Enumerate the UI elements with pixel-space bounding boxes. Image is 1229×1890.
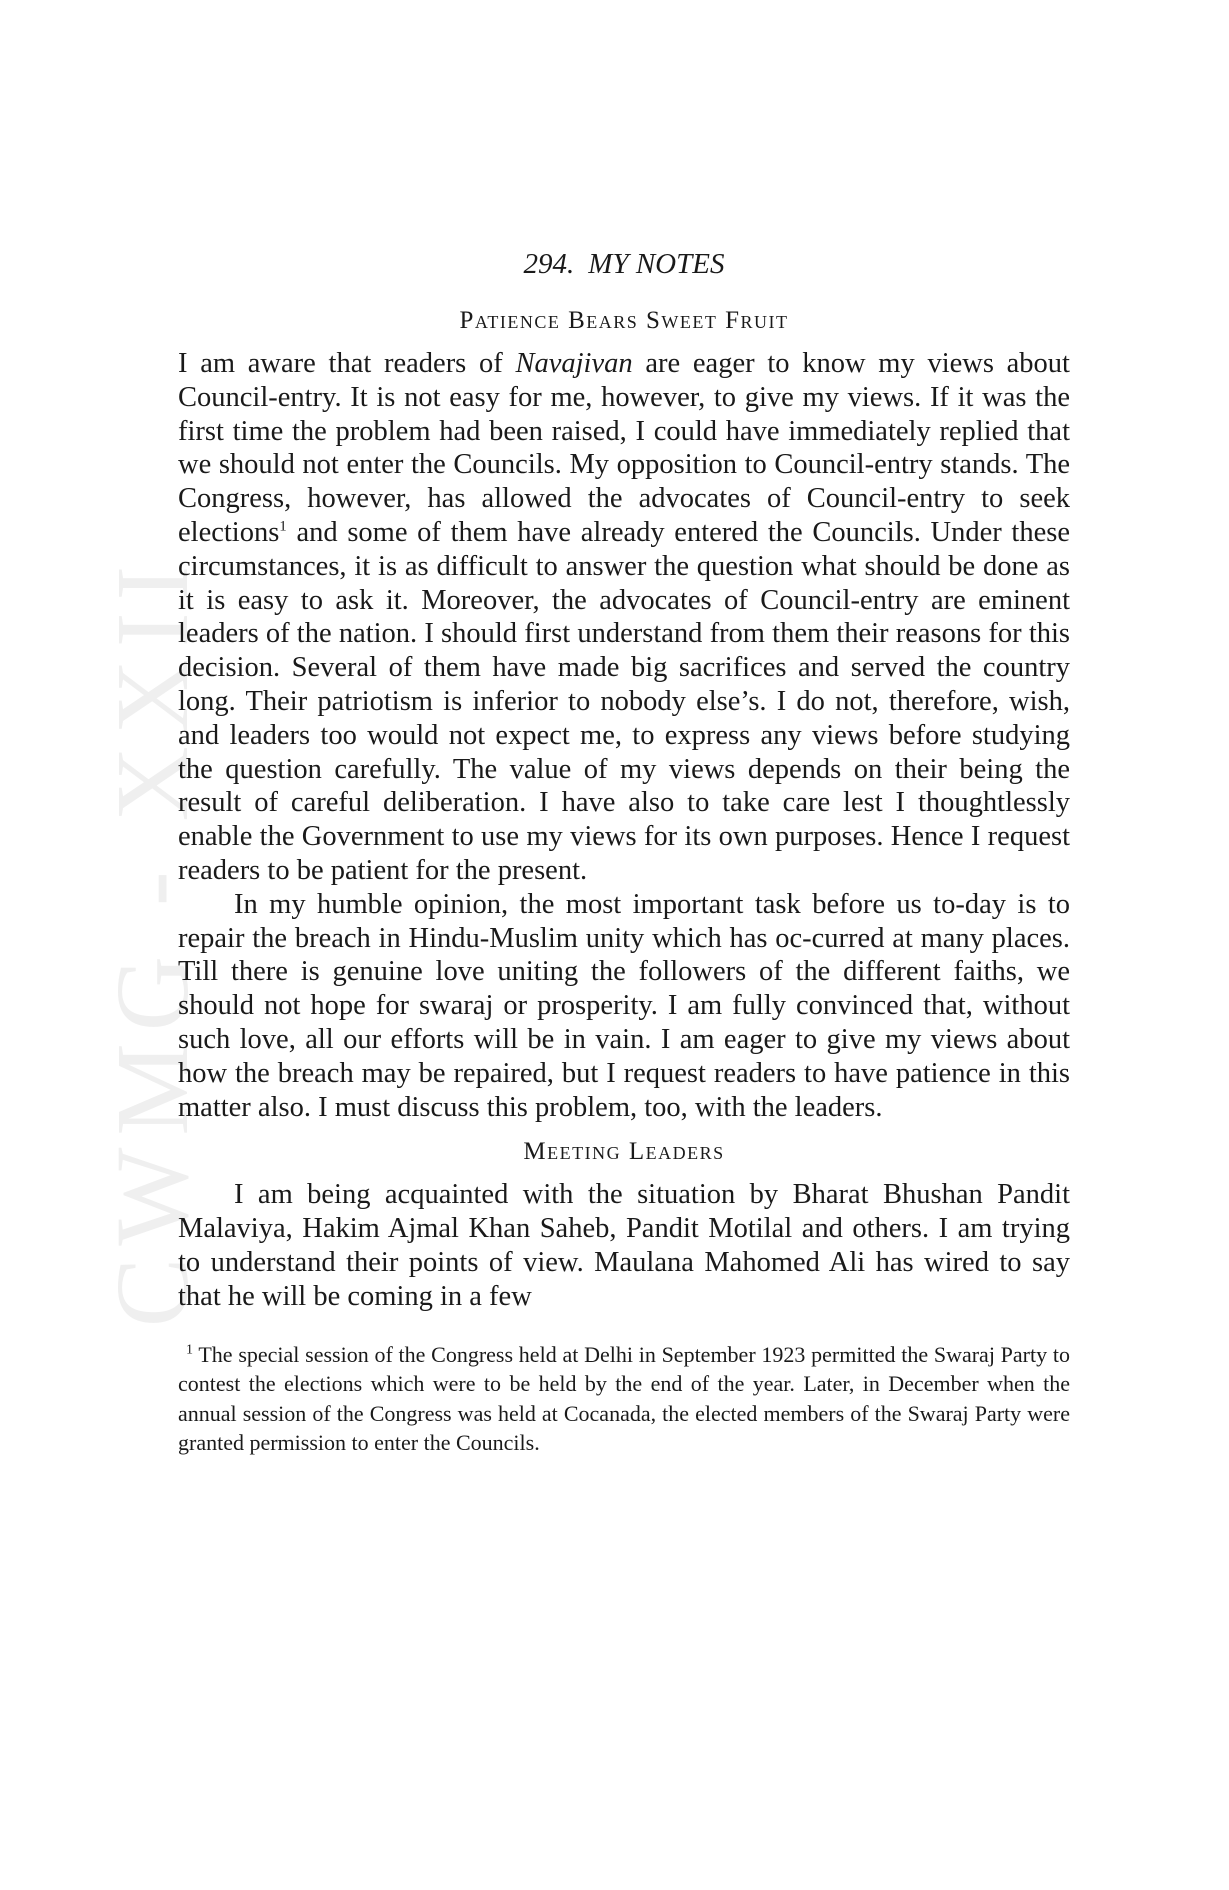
paragraph-text: and some of them have already entered the Councils. Under these circumstances, it is as difficult to answer the question what should be done as it is easy to ask it. Moreover, the advocates of Council-entry are eminent leaders of the nation. I should first understand from them their reasons for this decision. Several of them have made big sacrifices and served the country long. Their patriotism is inferior to nobody else’s. I do not, therefore, wish, and leaders too would not expect me, to express any views before studying the question carefully. The value of my views depends on their being the result of careful deliberation. I have also to take care lest I thoughtlessly enable the Government to use my views for its own purposes. Hence I request readers to be patient for the present. bbox=[178, 516, 1070, 886]
italic-title: Navajivan bbox=[515, 348, 633, 379]
page-title bbox=[178, 248, 1070, 281]
paragraph-text: I am aware that readers of bbox=[178, 348, 516, 379]
title-text: MY NOTES bbox=[588, 248, 725, 280]
footnote bbox=[178, 1340, 1070, 1458]
paragraph-text: are eager to know my views about Council-entry. It is not easy for me, however, to give my views. If it was the first time the problem had been raised, I could have immediately replied that we should not enter the Councils. My opposition to Council-entry stands. The Congress, however, has allowed the advocates of Council-entry to seek elections bbox=[178, 348, 1070, 548]
body-paragraph bbox=[178, 347, 1070, 888]
footnote-spacer bbox=[178, 1314, 1070, 1340]
section-heading: Patience Bears Sweet Fruit bbox=[459, 307, 789, 334]
body-paragraph: I am being acquainted with the situation by Bharat Bhushan Pandit Malaviya, Hakim Ajmal Khan Saheb, Pandit Motilal and others. I am trying to understand their points of view. Maulana Mahomed Ali has wired to say that he will be coming in a few bbox=[178, 1179, 1070, 1312]
section-heading: Meeting Leaders bbox=[523, 1138, 725, 1166]
body-paragraph: In my humble opinion, the most important task before us to-day is to repair the breach in Hindu-Muslim unity which has oc-curred at many places. Till there is genuine love uniting the followers of the different faiths, we should not hope for swaraj or prosperity. I am fully convinced that, without such love, all our efforts will be in vain. I am eager to give my views about how the breach may be repaired, but I request readers to have patience in this matter also. I must discuss this problem, too, with the leaders. bbox=[178, 888, 1070, 1123]
footnote-text: The special session of the Congress held at Delhi in September 1923 permitted the Swaraj Party to contest the elections which were to be held by the end of the year. Later, in December when the annual session of the Congress was held at Cocanada, the elected members of the Swaraj Party were granted permission to enter the Councils. bbox=[178, 1341, 1070, 1456]
title-number: 294. bbox=[523, 248, 575, 280]
page-content bbox=[178, 248, 1070, 1458]
footnote-marker: 1 bbox=[186, 1342, 193, 1358]
watermark-text: CWMG - XXII bbox=[95, 553, 211, 1327]
footnote-ref[interactable]: 1 bbox=[279, 518, 287, 535]
